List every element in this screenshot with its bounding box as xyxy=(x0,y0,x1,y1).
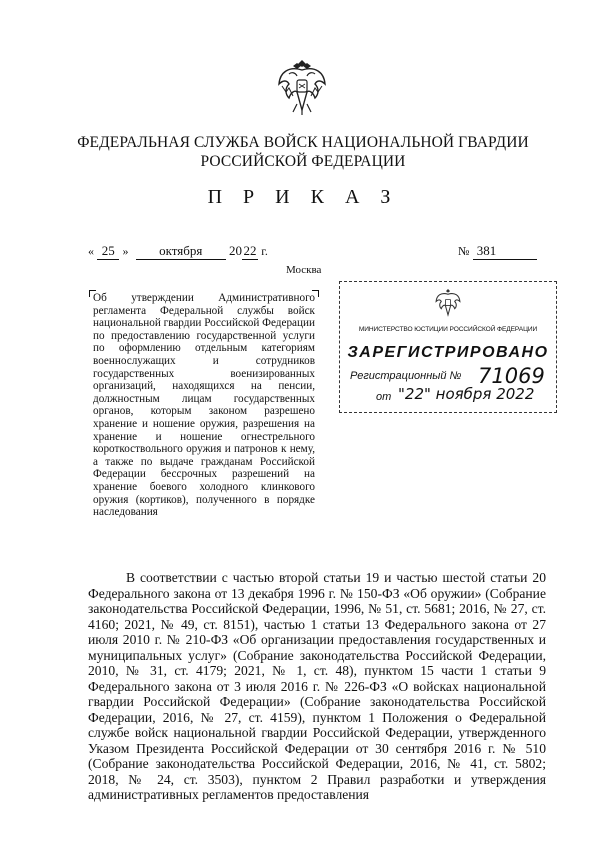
stamp-emblem-icon xyxy=(435,288,461,318)
number-value: 381 xyxy=(473,243,537,260)
date-open-quote: « xyxy=(88,244,94,258)
number-label: № xyxy=(458,244,470,258)
agency-name xyxy=(60,133,546,171)
order-day: 25 xyxy=(97,243,119,260)
order-date xyxy=(88,243,268,260)
order-year-abbr: г. xyxy=(261,244,268,258)
order-year-prefix: 20 xyxy=(229,243,242,258)
stamp-ministry: МИНИСТЕРСТВО ЮСТИЦИИ РОССИЙСКОЙ ФЕДЕРАЦИИ xyxy=(358,326,538,333)
order-city: Москва xyxy=(286,264,322,276)
stamp-date: "22" ноября 2022 xyxy=(398,385,535,403)
order-year-suffix: 22 xyxy=(243,243,257,258)
date-close-quote: » xyxy=(122,244,129,258)
stamp-regno: 71069 xyxy=(478,364,545,388)
order-number xyxy=(458,243,537,260)
order-month: октября xyxy=(136,243,226,260)
order-subject: Об утверждении Административного регламента Федеральной службы войск национальной гвардии Российской Федерации по предоставлению государственной услуги по оформлению отдельным категориям военнослужащих и сотрудников государственных военизированных организаций, находящихся на пенсии, должностным лицам государственных органов, которым законом разрешено хранение и ношение оружия, разрешения на хранение и ношение огнестрельного короткоствольного оружия и патронов к нему, а также по выдаче гражданам Российской Федерации бессрочных разрешений на хранение боевого холодного клинкового оружия (кортиков), полученного в порядке наследования xyxy=(93,292,315,519)
stamp-date-label: от xyxy=(376,391,392,403)
document-type: П Р И К А З xyxy=(207,186,399,208)
emblem-icon xyxy=(277,58,327,116)
agency-line1: ФЕДЕРАЛЬНАЯ СЛУЖБА ВОЙСК НАЦИОНАЛЬНОЙ ГВАРДИИ xyxy=(77,134,529,151)
stamp-regno-label: Регистрационный № xyxy=(350,370,462,382)
agency-line2: РОССИЙСКОЙ ФЕДЕРАЦИИ xyxy=(200,153,406,170)
registration-stamp xyxy=(339,281,557,413)
stamp-registered: ЗАРЕГИСТРИРОВАНО xyxy=(347,344,549,361)
order-body: В соответствии с частью второй статьи 19 и частью шестой статьи 20 Федерального закона от 13 декабря 1996 г. № 150-ФЗ «Об оружии» (Собрание законодательства Российской Федерации, 1996, № 51, ст. 5681; 2016, № 27, ст. 4160; 2021, № 49, ст. 8151), частью 1 статьи 13 Федерального закона от 27 июля 2010 г. № 210-ФЗ «Об организации предоставления государственных и муниципальных услуг» (Собрание законодательства Российской Федерации, 2010, № 31, ст. 4179; 2021, № 1, ст. 48), пунктом 15 части 1 статьи 9 Федерального закона от 3 июля 2016 г. № 226-ФЗ «О войсках национальной гвардии Российской Федерации» (Собрание законодательства Российской Федерации, 2016, № 27, ст. 4159), пунктом 1 Положения о Федеральной службе войск национальной гвардии Российской Федерации, утвержденного Указом Президента Российской Федерации от 30 сентября 2016 г. № 510 (Собрание законодательства Российской Федерации, 2016, № 41, ст. 5802; 2018, № 24, ст. 3503), пунктом 2 Правил разработки и утверждения административных регламентов предоставления xyxy=(88,570,546,802)
